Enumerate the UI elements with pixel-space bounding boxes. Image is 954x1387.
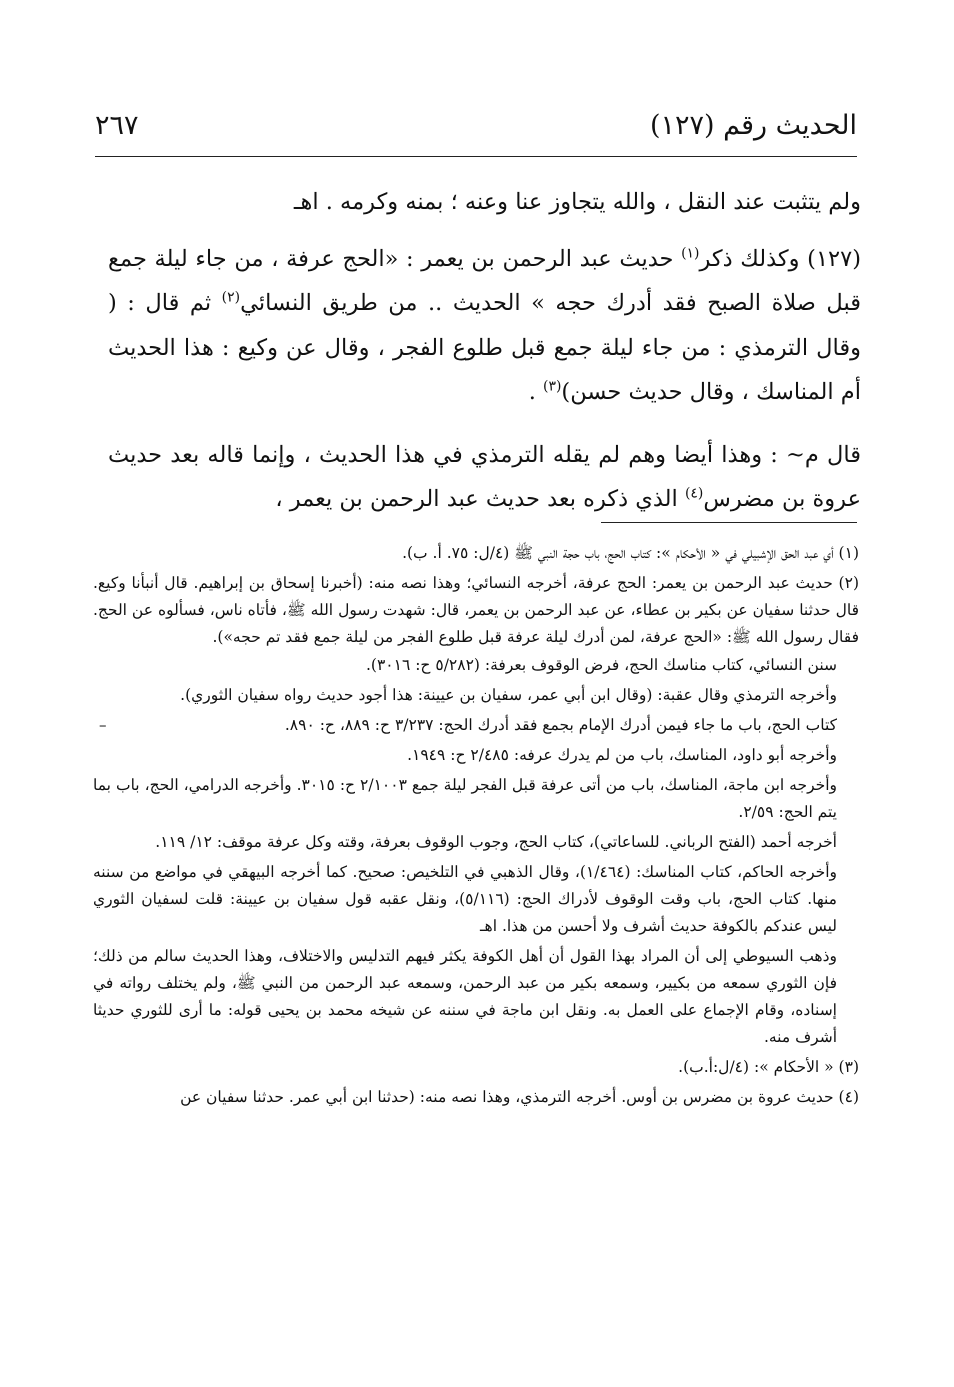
paragraph-text: الذي ذكره بعد حديث عبد الرحمن بن يعمر ، [275,486,685,512]
footnote-ref-1[interactable]: (١) [681,245,700,261]
page-header [95,108,857,157]
paragraph-text: (١٢٧) وكذلك ذكر [699,245,861,272]
running-title: الحديث رقم (١٢٧) [649,110,857,141]
footnote-2: (٢) حديث عبد الرحمن بن يعمر: الحج عرفة، أخرجه النسائي؛ وهذا نصه منه: (أخبرنا إسحاق بن إبراهيم. قال أنبأنا وكيع. قال حدثنا سفيان عن بكير بن عطاء، عن عبد الرحمن بن يعمر، قال: شهدت رسول الله ﷺ، فأتاه ناس، فسألوه عن الحج. فقال رسول الله ﷺ: «الحج عرفة، لمن أدرك ليلة عرفة قبل طلوع الفجر من ليلة جمع فقد تم حجه»). [93,574,859,646]
footnote-separator [601,522,857,523]
footnote-ref-4[interactable]: (٤) [684,485,704,502]
margin-dash: – [99,716,107,734]
footnotes [93,540,859,1114]
main-text [108,180,861,540]
page-number: ٢٦٧ [95,110,139,141]
paragraph-text: . [528,379,544,405]
paragraph-text: قال م~ : وهذا أيضا وهم لم يقله الترمذي في هذا الحديث ، وإنما قاله بعد حديث عروة بن مضرس [108,441,861,512]
footnote-3: (٣) « الأحكام »: (٤/ل:أ.ب). [678,1058,859,1076]
footnote-2-suyuti: وذهب السيوطي إلى أن المراد بهذا القول أن أهل الكوفة يكثر فيهم التدليس والاختلاف، وهذا الحديث سالم من ذلك؛ فإن الثوري سمعه من بكيير، وسمعه بكير من عبد الرحمن، وسمعه عبد الرحمن من النبي ﷺ، ولم يختلف رواته في إسناده، وقام الإجماع على العمل به. ونقل ابن ماجة في سننه عن شيخه محمد بن يحيى قوله: ما أرى للثوري حديثا أشرف منه. [93,947,837,1046]
continuation-line: ولم يتثبت عند النقل ، والله يتجاوز عنا وعنه ؛ بمنه وكرمه . اهـ [293,189,861,215]
footnote-2-hakim: وأخرجه الحاكم، كتاب المناسك: (١/٤٦٤)، وقال الذهبي في التلخيص: صحيح. كما أخرجه البيهقي في مواضع من سننه منها. كتاب الحج، باب وقت الوقوف لأدراك الحج: (٥/١١٦)، ونقل عقبه قول سفيان بن عيينة: قلت لسفيان الثوري ليس عندكم بالكوفة حديث أشرف ولا أحسن من هذا. اهـ [93,863,837,935]
paragraph-text: حديث عبد الرحمن بن يعمر : «الحج عرفة ، من جاء ليلة جمع قبل صلاة الصبح فقد أدرك حجه » الحديث .. من طريق النسائي [108,245,861,316]
footnote-2-ahmad: أخرجه أحمد (الفتح الرباني. للساعاتي)، كتاب الحج، وجوب الوقوف بعرفة، وقته وكل عرفة موقف: ١٢/ ١١٩. [155,833,837,851]
footnote-text: كتاب الحج، باب ما جاء فيمن أدرك الإمام بجمع فقد أدرك الحج: ٣/٢٣٧ ح: ٨٨٩، ح: ٨٩٠. [284,716,837,734]
footnote-1: (١) أي عبد الحق الإشبيلي في « الأحكام »: كتاب الحج، باب حجة النبي ﷺ (٤/ل: ٧٥. أ. ب). [402,544,859,562]
footnote-2-tirmidhi: وأخرجه الترمذي وقال عقبة: (وقال ابن أبي عمر، سفيان بن عيينة: هذا أجود حديث رواه سفيان الثوري). [180,686,837,704]
footnote-2-ibnmajah: وأخرجه ابن ماجة، المناسك، باب من أتى عرفة قبل الفجر ليلة جمع ٢/١٠٠٣ ح: ٣٠١٥. وأخرجه الدرامي، الحج، باب بما يتم الحج: ٢/٥٩. [93,776,837,821]
footnote-2-tirmidhi-ref [93,712,837,739]
footnote-4: (٤) حديث عروة بن مضرس بن أوس. أخرجه الترمذي، وهذا نصه منه: (حدثنا ابن أبي عمر. حدثنا سفيان عن [180,1088,859,1106]
footnote-ref-2[interactable]: (٢) [221,289,241,306]
footnote-2-abudawud: وأخرجه أبو داود، المناسك، باب من لم يدرك عرفه: ٢/٤٨٥ ح: ١٩٤٩. [407,746,837,764]
paragraph-commentary [108,433,861,522]
footnote-ref-3[interactable]: (٣) [543,378,562,395]
paragraph-text: ثم قال : ( وقال الترمذي : من جاء ليلة جمع قبل طلوع الفجر ، وقال عن وكيع : هذا الحديث أم المناسك ، وقال حديث حسن) [108,290,861,405]
paragraph-hadith-127 [108,237,861,415]
footnote-2-nasai: سنن النسائي، كتاب مناسك الحج، فرض الوقوف بعرفة: (٥/٢٨٢ ح: ٣٠١٦). [365,656,837,674]
